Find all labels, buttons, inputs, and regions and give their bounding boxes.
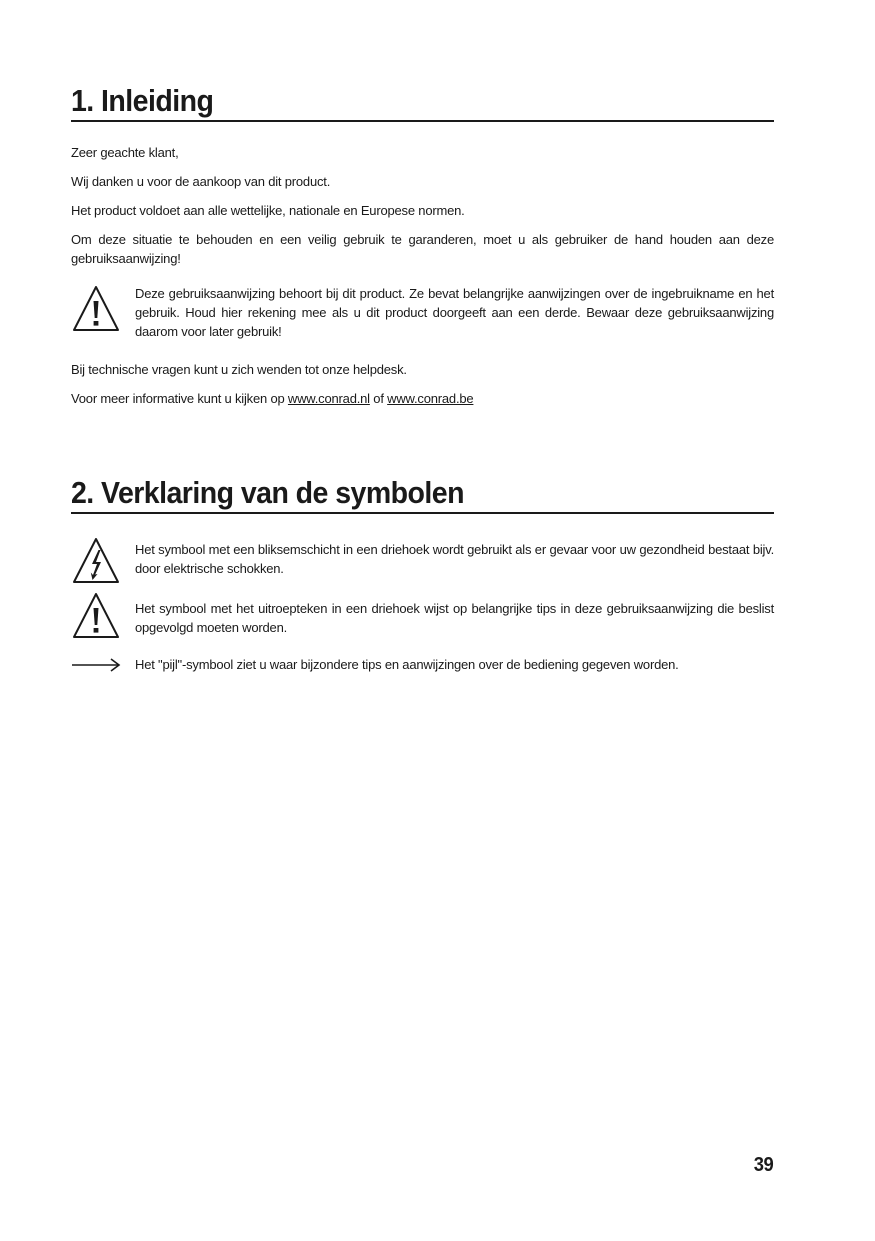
symbol-row-lightning xyxy=(71,540,774,578)
section-1-header xyxy=(71,84,774,122)
paragraph-safe-use: Om deze situatie te behouden en een veilig gebruik te garanderen, moet u als gebruiker de hand houden aan deze gebruiksaanwijzing! xyxy=(71,232,774,266)
section-2-rule xyxy=(71,512,774,514)
warning-block xyxy=(71,284,774,341)
page-number: 39 xyxy=(753,1154,773,1176)
symbol-row-exclamation xyxy=(71,599,774,637)
more-info-prefix: Voor meer informative kunt u kijken op xyxy=(71,391,288,406)
exclamation-warning-icon xyxy=(71,591,121,646)
paragraph-more-info xyxy=(71,389,774,408)
section-2-header xyxy=(71,476,774,514)
paragraph-thanks: Wij danken u voor de aankoop van dit product. xyxy=(71,174,331,189)
symbol-text-arrow: Het "pijl"-symbool ziet u waar bijzondere tips en aanwijzingen over de bediening gegeven worden. xyxy=(135,657,679,672)
paragraph-norms: Het product voldoet aan alle wettelijke, nationale en Europese normen. xyxy=(71,203,465,218)
exclamation-warning-icon xyxy=(71,284,121,339)
link-conrad-be[interactable]: www.conrad.be xyxy=(387,391,474,406)
paragraph-helpdesk: Bij technische vragen kunt u zich wenden tot onze helpdesk. xyxy=(71,362,407,377)
warning-text: Deze gebruiksaanwijzing behoort bij dit product. Ze bevat belangrijke aanwijzingen over de ingebruikname en het gebruik. Houd hier rekening mee als u dit product doorgeeft aan een derde. Bewaar deze gebruiksaanwijzing daarom voor later gebruik! xyxy=(135,286,774,339)
symbol-text-exclamation: Het symbool met het uitroepteken in een driehoek wijst op belangrijke tips in deze gebruiksaanwijzing die beslist opgevolgd moeten worden. xyxy=(135,601,774,635)
section-1-title: 1. Inleiding xyxy=(71,83,214,118)
section-2-title: 2. Verklaring van de symbolen xyxy=(71,475,464,510)
link-conrad-nl[interactable]: www.conrad.nl xyxy=(287,391,370,406)
symbol-text-lightning: Het symbool met een bliksemschicht in een driehoek wordt gebruikt als er gevaar voor uw gezondheid bestaat bijv. door elektrische schokken. xyxy=(135,542,774,576)
greeting: Zeer geachte klant, xyxy=(71,145,179,160)
arrow-right-icon xyxy=(71,657,121,678)
section-1-rule xyxy=(71,120,774,122)
more-info-between: of xyxy=(369,391,388,406)
lightning-warning-icon xyxy=(71,536,121,591)
symbol-row-arrow xyxy=(71,655,774,674)
